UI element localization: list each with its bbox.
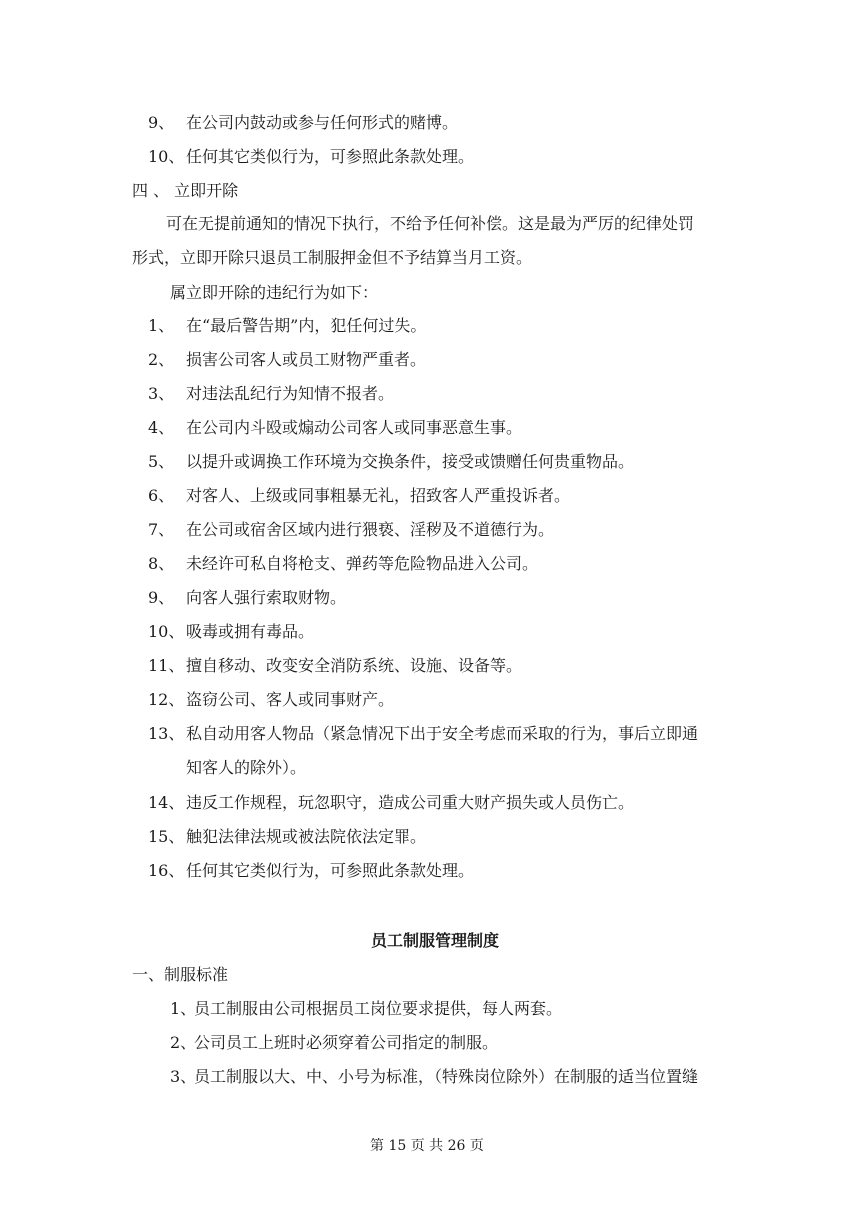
- item-number: 6、: [148, 486, 175, 505]
- item-number: 14、: [148, 793, 185, 812]
- item-number: 3、: [148, 384, 175, 403]
- list-item: [148, 554, 539, 574]
- item-text: 在公司内鼓动或参与任何形式的赌博。: [186, 113, 459, 132]
- list-item: [148, 316, 427, 336]
- list-item: [170, 1067, 699, 1087]
- list-item: [148, 861, 475, 881]
- item-number: 5、: [148, 452, 175, 471]
- item-text: 对客人、上级或同事粗暴无礼，招致客人严重投诉者。: [186, 486, 571, 505]
- item-text: 违反工作规程，玩忽职守，造成公司重大财产损失或人员伤亡。: [186, 793, 635, 812]
- list-item: [148, 486, 571, 506]
- item-text: 向客人强行索取财物。: [186, 588, 347, 607]
- list-item: [148, 418, 523, 438]
- item-number: 2、: [170, 1033, 197, 1052]
- list-item: [148, 147, 475, 167]
- item-text: 员工制服由公司根据员工岗位要求提供，每人两套。: [194, 999, 563, 1018]
- paragraph-line: 可在无提前通知的情况下执行，不给予任何补偿。这是最为严厉的纪律处罚: [166, 214, 695, 233]
- item-text: 在公司或宿舍区域内进行猥亵、淫秽及不道德行为。: [186, 520, 555, 539]
- list-item: [148, 622, 315, 642]
- lead-text: 属立即开除的违纪行为如下：: [170, 283, 379, 302]
- item-text: 任何其它类似行为，可参照此条款处理。: [186, 147, 475, 166]
- item-text: 吸毒或拥有毒品。: [186, 622, 315, 641]
- item-number: 8、: [148, 554, 175, 573]
- item-text: 对违法乱纪行为知情不报者。: [186, 384, 395, 403]
- item-text: 盗窃公司、客人或同事财产。: [186, 690, 395, 709]
- item-number: 15、: [148, 827, 185, 846]
- item-number: 2、: [148, 350, 175, 369]
- item-text: 员工制服以大、中、小号为标准，（特殊岗位除外）在制服的适当位置缝: [194, 1067, 699, 1086]
- item-text: 以提升或调换工作环境为交换条件，接受或馈赠任何贵重物品。: [186, 452, 635, 471]
- item-number: 12、: [148, 690, 185, 709]
- list-item: [148, 724, 699, 744]
- paragraph-line: 形式，立即开除只退员工制服押金但不予结算当月工资。: [132, 248, 533, 267]
- item-number: 11、: [148, 656, 185, 675]
- subsection-title: 一、制服标准: [132, 965, 229, 984]
- item-number: 10、: [148, 147, 185, 166]
- list-item: [148, 520, 555, 540]
- item-number: 1、: [148, 316, 175, 335]
- item-text: 损害公司客人或员工财物严重者。: [186, 350, 427, 369]
- page-number: 第 15 页 共 26 页: [370, 1138, 484, 1154]
- item-number: 4、: [148, 418, 175, 437]
- section-title: 四 、 立即开除: [132, 181, 239, 200]
- item-text: 在公司内斗殴或煽动公司客人或同事恶意生事。: [186, 418, 523, 437]
- list-item: [148, 656, 523, 676]
- item-number: 7、: [148, 520, 175, 539]
- item-number: 1、: [170, 999, 197, 1018]
- item-text: 在“最后警告期”内，犯任何过失。: [186, 316, 427, 335]
- list-item: [148, 588, 347, 608]
- list-item: [170, 1033, 499, 1053]
- list-item: [148, 452, 635, 472]
- item-number: 3、: [170, 1067, 197, 1086]
- list-item: [148, 793, 635, 813]
- item-number: 9、: [148, 588, 175, 607]
- item-number: 9、: [148, 113, 175, 132]
- list-item: [148, 350, 427, 370]
- item-number: 10、: [148, 622, 185, 641]
- section-heading: 员工制服管理制度: [371, 931, 500, 950]
- list-item: [148, 384, 395, 404]
- item-text: 公司员工上班时必须穿着公司指定的制服。: [194, 1033, 499, 1052]
- list-item: [148, 690, 395, 710]
- item-text: 私自动用客人物品（紧急情况下出于安全考虑而采取的行为，事后立即通: [186, 724, 699, 743]
- item-text: 未经许可私自将枪支、弹药等危险物品进入公司。: [186, 554, 539, 573]
- item-number: 13、: [148, 724, 185, 743]
- item-text: 任何其它类似行为，可参照此条款处理。: [186, 861, 475, 880]
- item-text: 知客人的除外）。: [186, 758, 307, 777]
- item-text: 触犯法律法规或被法院依法定罪。: [186, 827, 427, 846]
- list-item: [148, 113, 459, 133]
- item-text: 擅自移动、改变安全消防系统、设施、设备等。: [186, 656, 523, 675]
- list-item: [148, 827, 427, 847]
- item-number: 16、: [148, 861, 185, 880]
- list-item: [170, 999, 563, 1019]
